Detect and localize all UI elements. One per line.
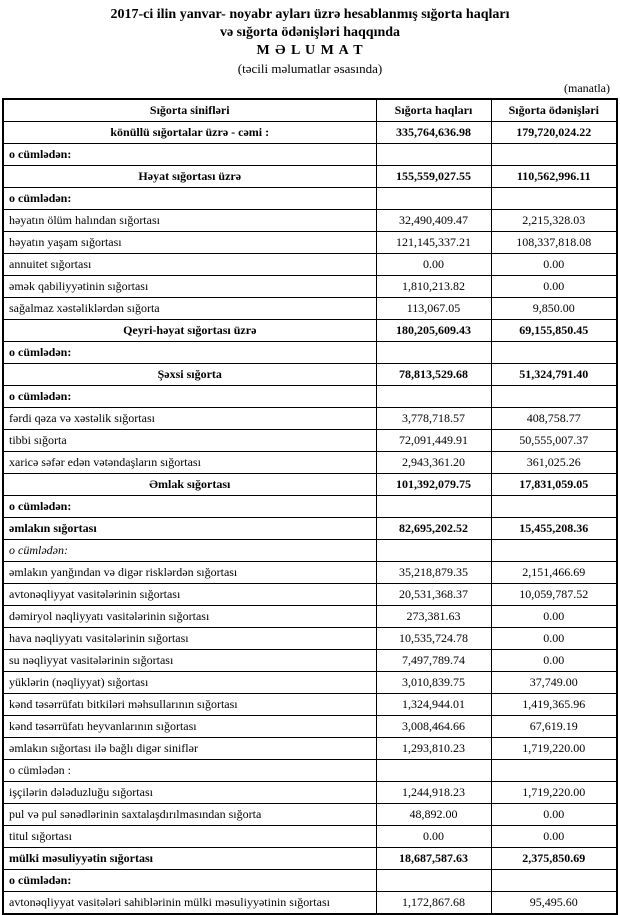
row-label: kənd təsərrüfatı bitkiləri məhsullarının sığortası	[3, 693, 376, 715]
premiums-cell: 1,324,944.01	[376, 693, 491, 715]
premiums-cell: 78,813,529.68	[376, 363, 491, 385]
payments-cell: 2,215,328.03	[491, 209, 617, 231]
row-label: pul və pul sənədlərinin saxtalaşdırılmasından sığorta	[3, 803, 376, 825]
row-label: o cümlədən:	[3, 341, 376, 363]
row-label: əmlakın yanğından və digər risklərdən sığortası	[3, 561, 376, 583]
payments-cell: 9,850.00	[491, 297, 617, 319]
row-label: xaricə səfər edən vətəndaşların sığortası	[3, 451, 376, 473]
premiums-cell: 113,067.05	[376, 297, 491, 319]
table-row	[3, 825, 617, 847]
payments-cell	[491, 187, 617, 209]
table-row	[3, 451, 617, 473]
payments-cell: 0.00	[491, 803, 617, 825]
table-row	[3, 473, 617, 495]
table-row	[3, 737, 617, 759]
premiums-cell	[376, 869, 491, 891]
table-row	[3, 847, 617, 869]
payments-cell	[491, 539, 617, 561]
table-row	[3, 781, 617, 803]
row-label: o cümlədən:	[3, 187, 376, 209]
payments-cell: 95,495.60	[491, 891, 617, 914]
table-body	[3, 121, 617, 914]
premiums-cell: 3,010,839.75	[376, 671, 491, 693]
premiums-cell: 1,172,867.68	[376, 891, 491, 914]
row-label: o cümlədən:	[3, 869, 376, 891]
payments-cell: 50,555,007.37	[491, 429, 617, 451]
row-label: o cümlədən:	[3, 539, 376, 561]
payments-cell: 51,324,791.40	[491, 363, 617, 385]
premiums-cell: 7,497,789.74	[376, 649, 491, 671]
payments-cell: 0.00	[491, 605, 617, 627]
row-label: titul sığortası	[3, 825, 376, 847]
table-row	[3, 891, 617, 914]
table-header-row	[3, 99, 617, 122]
table-row	[3, 429, 617, 451]
table-row	[3, 363, 617, 385]
row-label: işçilərin dələduzluğu sığortası	[3, 781, 376, 803]
title-line-1: 2017-ci ilin yanvar- noyabr ayları üzrə hesablanmış sığorta haqları	[110, 7, 510, 22]
premiums-cell	[376, 341, 491, 363]
payments-cell: 179,720,024.22	[491, 121, 617, 143]
row-label: o cümlədən:	[3, 385, 376, 407]
payments-cell: 10,059,787.52	[491, 583, 617, 605]
premiums-cell: 121,145,337.21	[376, 231, 491, 253]
row-label: sağalmaz xəstəliklərdən sığorta	[3, 297, 376, 319]
premiums-cell	[376, 187, 491, 209]
premiums-cell: 2,943,361.20	[376, 451, 491, 473]
payments-cell	[491, 143, 617, 165]
premiums-cell: 18,687,587.63	[376, 847, 491, 869]
table-row	[3, 693, 617, 715]
payments-cell: 2,375,850.69	[491, 847, 617, 869]
payments-cell	[491, 869, 617, 891]
insurance-report-table	[2, 98, 618, 915]
row-label: Şəxsi sığorta	[3, 363, 376, 385]
payments-cell: 69,155,850.45	[491, 319, 617, 341]
premiums-cell: 1,293,810.23	[376, 737, 491, 759]
row-label: yüklərin (nəqliyyat) sığortası	[3, 671, 376, 693]
premiums-cell: 273,381.63	[376, 605, 491, 627]
table-row	[3, 187, 617, 209]
table-row	[3, 759, 617, 781]
payments-cell: 0.00	[491, 275, 617, 297]
table-row	[3, 275, 617, 297]
premiums-cell	[376, 495, 491, 517]
premiums-cell	[376, 385, 491, 407]
table-row	[3, 649, 617, 671]
table-row	[3, 495, 617, 517]
payments-cell: 17,831,059.05	[491, 473, 617, 495]
table-row	[3, 143, 617, 165]
payments-cell	[491, 759, 617, 781]
payments-cell: 110,562,996.11	[491, 165, 617, 187]
payments-cell: 0.00	[491, 649, 617, 671]
table-row	[3, 869, 617, 891]
column-header-premiums: Sığorta haqları	[376, 99, 491, 122]
payments-cell: 0.00	[491, 825, 617, 847]
payments-cell: 1,719,220.00	[491, 781, 617, 803]
row-label: könüllü sığortalar üzrə - cəmi :	[3, 121, 376, 143]
premiums-cell: 72,091,449.91	[376, 429, 491, 451]
payments-cell	[491, 385, 617, 407]
premiums-cell: 101,392,079.75	[376, 473, 491, 495]
table-row	[3, 715, 617, 737]
row-label: kənd təsərrüfatı heyvanlarının sığortası	[3, 715, 376, 737]
table-row	[3, 517, 617, 539]
payments-cell: 2,151,466.69	[491, 561, 617, 583]
table-row	[3, 341, 617, 363]
premiums-cell: 1,810,213.82	[376, 275, 491, 297]
premiums-cell	[376, 143, 491, 165]
premiums-cell: 180,205,609.43	[376, 319, 491, 341]
title-line-4: (təcili məlumatlar əsasında)	[237, 60, 383, 76]
row-label: həyatın ölüm halından sığortası	[3, 209, 376, 231]
table-row	[3, 583, 617, 605]
row-label: əmək qabiliyyətinin sığortası	[3, 275, 376, 297]
payments-cell: 0.00	[491, 253, 617, 275]
payments-cell: 408,758.77	[491, 407, 617, 429]
premiums-cell: 82,695,202.52	[376, 517, 491, 539]
premiums-cell: 48,892.00	[376, 803, 491, 825]
table-row	[3, 627, 617, 649]
payments-cell: 1,419,365.96	[491, 693, 617, 715]
table-row	[3, 407, 617, 429]
premiums-cell: 35,218,879.35	[376, 561, 491, 583]
table-row	[3, 539, 617, 561]
row-label: su nəqliyyat vasitələrinin sığortası	[3, 649, 376, 671]
premiums-cell: 3,008,464.66	[376, 715, 491, 737]
row-label: hava nəqliyyatı vasitələrinin sığortası	[3, 627, 376, 649]
table-row	[3, 297, 617, 319]
row-label: avtonəqliyyat vasitələrinin sığortası	[3, 583, 376, 605]
row-label: dəmiryol nəqliyyatı vasitələrinin sığortası	[3, 605, 376, 627]
table-row	[3, 121, 617, 143]
table-row	[3, 253, 617, 275]
payments-cell: 67,619.19	[491, 715, 617, 737]
table-row	[3, 231, 617, 253]
title-line-2: və sığorta ödənişləri haqqında	[219, 24, 401, 40]
row-label: o cümlədən:	[3, 143, 376, 165]
payments-cell: 361,025.26	[491, 451, 617, 473]
table-row	[3, 319, 617, 341]
table-row	[3, 803, 617, 825]
payments-cell	[491, 341, 617, 363]
premiums-cell: 0.00	[376, 825, 491, 847]
row-label: həyatın yaşam sığortası	[3, 231, 376, 253]
table-row	[3, 561, 617, 583]
table-row	[3, 385, 617, 407]
row-label: avtonəqliyyat vasitələri sahiblərinin mülki məsuliyyətinin sığortası	[3, 891, 376, 914]
payments-cell: 0.00	[491, 627, 617, 649]
premiums-cell: 1,244,918.23	[376, 781, 491, 803]
payments-cell: 37,749.00	[491, 671, 617, 693]
column-header-payments: Sığorta ödənişləri	[491, 99, 617, 122]
row-label: fərdi qəza və xəstəlik sığortası	[3, 407, 376, 429]
table-row	[3, 165, 617, 187]
premiums-cell	[376, 759, 491, 781]
premiums-cell: 0.00	[376, 253, 491, 275]
premiums-cell	[376, 539, 491, 561]
premiums-cell: 3,778,718.57	[376, 407, 491, 429]
row-label: Həyat sığortası üzrə	[3, 165, 376, 187]
premiums-cell: 155,559,027.55	[376, 165, 491, 187]
payments-cell	[491, 495, 617, 517]
row-label: o cümlədən :	[3, 759, 376, 781]
document-header	[0, 0, 620, 77]
table-row	[3, 671, 617, 693]
table-row	[3, 209, 617, 231]
row-label: əmlakın sığortası ilə bağlı digər siniflər	[3, 737, 376, 759]
row-label: tibbi sığorta	[3, 429, 376, 451]
premiums-cell: 335,764,636.98	[376, 121, 491, 143]
row-label: Qeyri-həyat sığortası üzrə	[3, 319, 376, 341]
row-label: əmlakın sığortası	[3, 517, 376, 539]
payments-cell: 1,719,220.00	[491, 737, 617, 759]
payments-cell: 108,337,818.08	[491, 231, 617, 253]
row-label: o cümlədən:	[3, 495, 376, 517]
row-label: mülki məsuliyyətin sığortası	[3, 847, 376, 869]
table-row	[3, 605, 617, 627]
title-line-3: M Ə L U M A T	[256, 43, 364, 58]
currency-note: (manatla)	[564, 80, 610, 95]
premiums-cell: 10,535,724.78	[376, 627, 491, 649]
premiums-cell: 32,490,409.47	[376, 209, 491, 231]
payments-cell: 15,455,208.36	[491, 517, 617, 539]
row-label: Əmlak sığortası	[3, 473, 376, 495]
row-label: annuitet sığortası	[3, 253, 376, 275]
column-header-classes: Sığorta sinifləri	[3, 99, 376, 122]
premiums-cell: 20,531,368.37	[376, 583, 491, 605]
